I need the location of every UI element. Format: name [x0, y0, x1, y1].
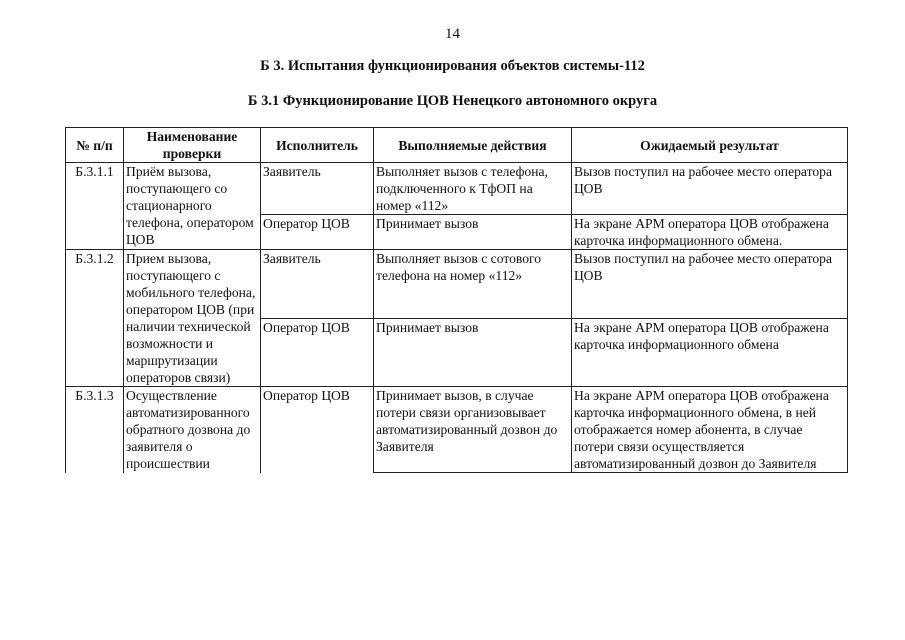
executor-cell: Оператор ЦОВ: [261, 318, 374, 387]
action-cell: Принимает вызов, в случае потери связи организовывает автоматизированный дозвон до Заявителя: [374, 387, 572, 473]
result-cell: На экране АРМ оператора ЦОВ отображена карточка информационного обмена: [572, 318, 848, 387]
executor-cell: Оператор ЦОВ: [261, 387, 374, 473]
check-name: Прием вызова, поступающего с мобильного телефона, оператором ЦОВ (при наличии технической возможности и маршрутизации операторов связи): [124, 250, 261, 387]
row-number: Б.3.1.1: [66, 163, 124, 250]
result-cell: Вызов поступил на рабочее место оператора ЦОВ: [572, 250, 848, 319]
executor-cell: Заявитель: [261, 250, 374, 319]
table-header-row: [66, 128, 848, 163]
header-num: № п/п: [66, 128, 124, 163]
action-cell: Выполняет вызов с сотового телефона на номер «112»: [374, 250, 572, 319]
result-cell: На экране АРМ оператора ЦОВ отображена карточка информационного обмена.: [572, 215, 848, 250]
action-cell: Выполняет вызов с телефона, подключенного к ТфОП на номер «112»: [374, 163, 572, 215]
header-actions: Выполняемые действия: [374, 128, 572, 163]
action-cell: Принимает вызов: [374, 318, 572, 387]
result-cell: Вызов поступил на рабочее место оператора ЦОВ: [572, 163, 848, 215]
row-number: Б.3.1.2: [66, 250, 124, 387]
check-name: Приём вызова, поступающего со стационарного телефона, оператором ЦОВ: [124, 163, 261, 250]
action-cell: Принимает вызов: [374, 215, 572, 250]
test-table: [65, 127, 848, 473]
header-result: Ожидаемый результат: [572, 128, 848, 163]
table-row: [66, 250, 848, 319]
table-row: [66, 387, 848, 473]
table-row: [66, 163, 848, 215]
header-name: Наименование проверки: [124, 128, 261, 163]
check-name: Осуществление автоматизированного обратного дозвона до заявителя о происшествии: [124, 387, 261, 473]
executor-cell: Заявитель: [261, 163, 374, 215]
header-executor: Исполнитель: [261, 128, 374, 163]
result-cell: На экране АРМ оператора ЦОВ отображена карточка информационного обмена, в ней отображается номер абонента, в случае потери связи осуществляется автоматизированный дозвон до Заявителя: [572, 387, 848, 473]
subsection-heading: Б 3.1 Функционирование ЦОВ Ненецкого автономного округа: [247, 93, 658, 109]
section-heading: Б 3. Испытания функционирования объектов системы-112: [260, 58, 645, 74]
row-number: Б.3.1.3: [66, 387, 124, 473]
page-number: 14: [445, 26, 460, 42]
executor-cell: Оператор ЦОВ: [261, 215, 374, 250]
